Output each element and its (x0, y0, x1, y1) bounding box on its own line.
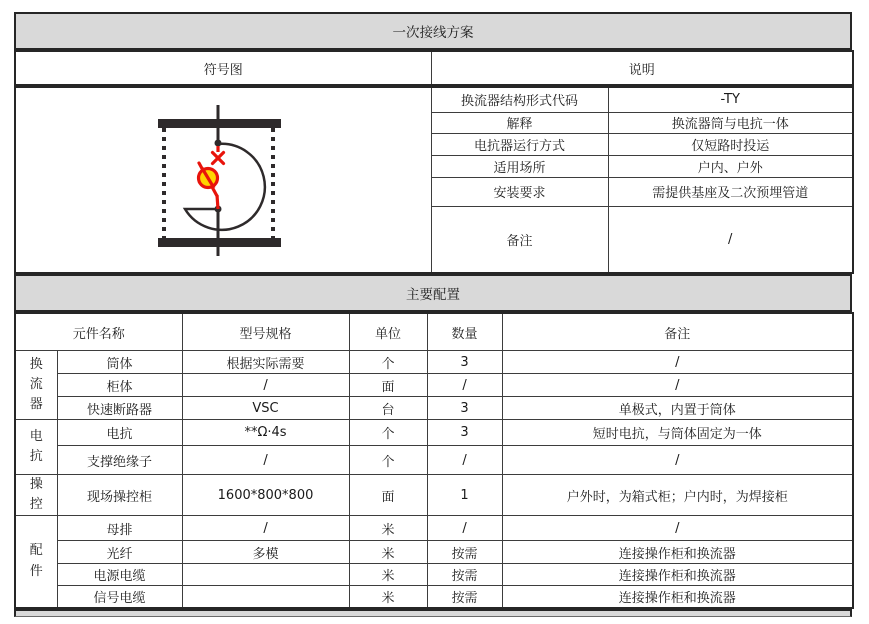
table-row (15, 351, 853, 374)
table-row (15, 516, 853, 541)
cell-remark: 连接操作柜和换流器 (502, 586, 853, 608)
cell-remark: / (502, 374, 853, 397)
table-row (15, 420, 853, 446)
cell-qty: 按需 (427, 541, 502, 564)
config-section-title: 主要配置 (15, 275, 851, 311)
config-table (14, 312, 854, 609)
cell-qty: / (427, 446, 502, 475)
group-label-converter: 换流器 (15, 351, 57, 420)
cell-unit: 面 (349, 374, 427, 397)
node-top-icon (215, 140, 222, 147)
cell-spec: 根据实际需要 (182, 351, 349, 374)
group-label-reactor: 电抗 (15, 420, 57, 475)
desc-label: 解释 (431, 112, 608, 133)
spec-sheet (14, 12, 852, 617)
cell-spec: **Ω·4s (182, 420, 349, 446)
scheme-body-table (14, 86, 854, 274)
cell-qty: / (427, 374, 502, 397)
cell-unit: 米 (349, 564, 427, 586)
cell-remark: / (502, 351, 853, 374)
cell-remark: 短时电抗，与筒体固定为一体 (502, 420, 853, 446)
cell-name: 电源电缆 (57, 564, 182, 586)
desc-label: 安装要求 (431, 177, 608, 206)
desc-label: 适用场所 (431, 155, 608, 177)
cell-remark: 单极式，内置于筒体 (502, 397, 853, 420)
desc-value: 户内、户外 (608, 155, 853, 177)
cell-spec (182, 564, 349, 586)
cell-unit: 台 (349, 397, 427, 420)
group-label-accessories: 配件 (15, 516, 57, 608)
cell-name: 电抗 (57, 420, 182, 446)
config-header-name: 元件名称 (15, 313, 182, 351)
cell-name: 快速断路器 (57, 397, 182, 420)
cell-unit: 个 (349, 446, 427, 475)
desc-label: 换流器结构形式代码 (431, 87, 608, 112)
table-row (15, 397, 853, 420)
cell-name: 柜体 (57, 374, 182, 397)
cell-spec (182, 586, 349, 608)
cell-spec: / (182, 374, 349, 397)
scheme-title-table (14, 12, 852, 50)
desc-label: 备注 (431, 206, 608, 273)
table-row (15, 475, 853, 516)
cell-qty: 按需 (427, 586, 502, 608)
reactor-arc-icon (185, 144, 265, 230)
cell-spec: 1600*800*800 (182, 475, 349, 516)
symbol-column-header: 符号图 (15, 51, 431, 85)
cell-qty: 3 (427, 397, 502, 420)
scheme-header-table (14, 50, 854, 86)
cell-qty: / (427, 516, 502, 541)
wiring-symbol-diagram (16, 88, 430, 272)
cell-remark: 连接操作柜和换流器 (502, 564, 853, 586)
cell-unit: 个 (349, 351, 427, 374)
cell-qty: 3 (427, 420, 502, 446)
cell-remark: 连接操作柜和换流器 (502, 541, 853, 564)
config-header-spec: 型号规格 (182, 313, 349, 351)
cell-unit: 米 (349, 586, 427, 608)
cell-name: 母排 (57, 516, 182, 541)
table-row (15, 564, 853, 586)
config-header-unit: 单位 (349, 313, 427, 351)
table-row (15, 541, 853, 564)
cell-name: 现场操控柜 (57, 475, 182, 516)
cell-unit: 个 (349, 420, 427, 446)
cell-spec: VSC (182, 397, 349, 420)
config-section-table (14, 274, 852, 312)
cell-remark: / (502, 516, 853, 541)
group-label-control: 操控 (15, 475, 57, 516)
cell-qty: 按需 (427, 564, 502, 586)
desc-value: 需提供基座及二次预埋管道 (608, 177, 853, 206)
cell-name: 筒体 (57, 351, 182, 374)
config-header-remark: 备注 (502, 313, 853, 351)
cell-unit: 米 (349, 541, 427, 564)
breaker-lead (217, 195, 218, 209)
desc-value: -TY (608, 87, 853, 112)
cell-unit: 米 (349, 516, 427, 541)
symbol-diagram-cell (15, 87, 431, 273)
next-section-partial-bar (14, 609, 852, 617)
cell-remark: 户外时，为箱式柜；户内时，为焊接柜 (502, 475, 853, 516)
cell-remark: / (502, 446, 853, 475)
table-row (15, 374, 853, 397)
scheme-title: 一次接线方案 (15, 13, 851, 49)
desc-value: 换流器筒与电抗一体 (608, 112, 853, 133)
cell-unit: 面 (349, 475, 427, 516)
desc-value: 仅短路时投运 (608, 133, 853, 155)
cell-name: 信号电缆 (57, 586, 182, 608)
desc-label: 电抗器运行方式 (431, 133, 608, 155)
cell-name: 光纤 (57, 541, 182, 564)
cell-spec: 多模 (182, 541, 349, 564)
cell-name: 支撑绝缘子 (57, 446, 182, 475)
description-column-header: 说明 (431, 51, 853, 85)
table-row (15, 446, 853, 475)
desc-value: / (608, 206, 853, 273)
config-header-qty: 数量 (427, 313, 502, 351)
cell-qty: 1 (427, 475, 502, 516)
cell-spec: / (182, 446, 349, 475)
cell-spec: / (182, 516, 349, 541)
cell-qty: 3 (427, 351, 502, 374)
table-row (15, 586, 853, 608)
